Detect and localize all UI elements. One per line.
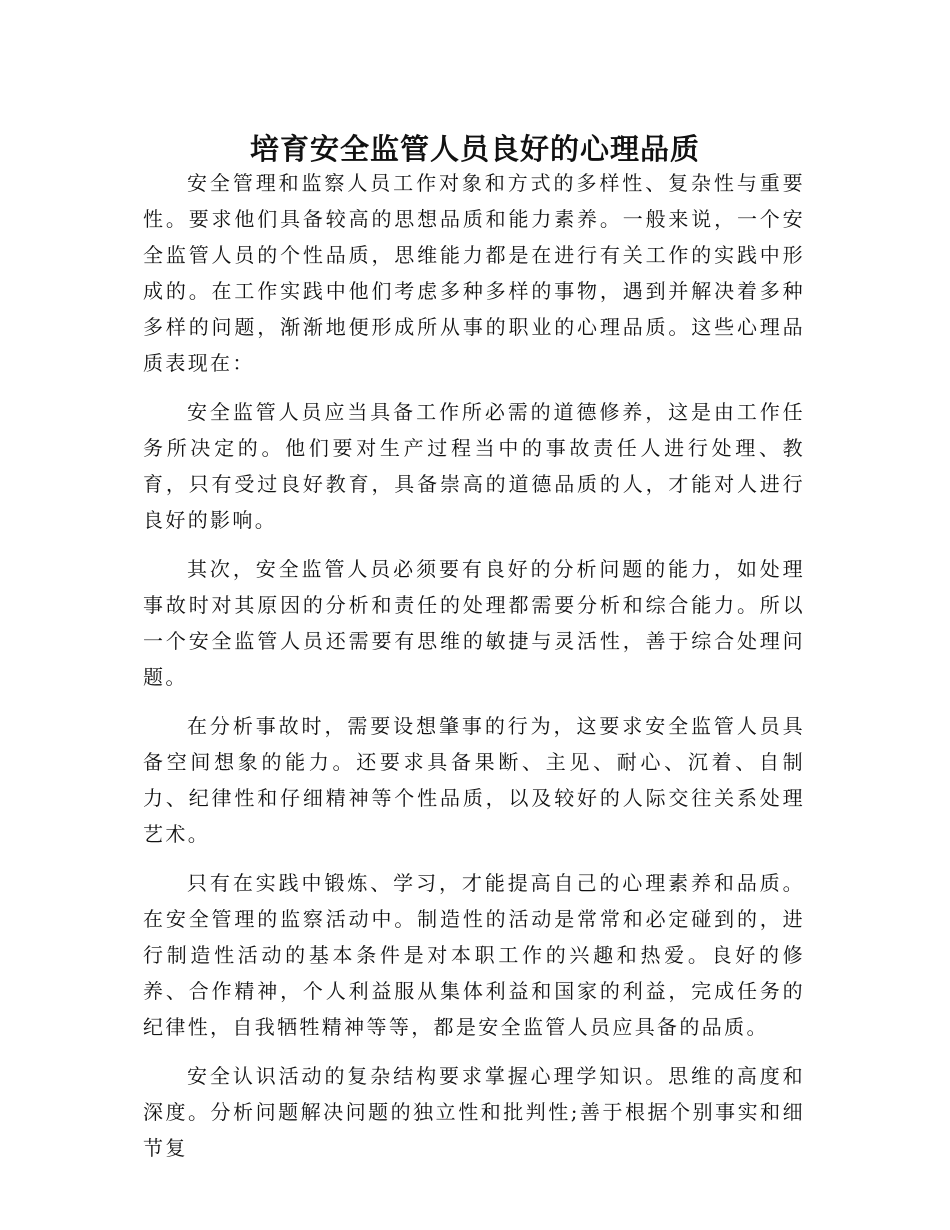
paragraph-intro: 安全管理和监察人员工作对象和方式的多样性、复杂性与重要性。要求他们具备较高的思想品质和能力素养。一般来说，一个安全监管人员的个性品质，思维能力都是在进行有关工作的实践中形成的。在工作实践中他们考虑多种多样的事物，遇到并解决着多种多样的问题，渐渐地便形成所从事的职业的心理品质。这些心理品质表现在： — [143, 171, 805, 375]
paragraph-moral-cultivation: 安全监管人员应当具备工作所必需的道德修养，这是由工作任务所决定的。他们要对生产过程当中的事故责任人进行处理、教育，只有受过良好教育，具备崇高的道德品质的人，才能对人进行良好的影响。 — [143, 400, 805, 532]
paragraph-psychology-knowledge: 安全认识活动的复杂结构要求掌握心理学知识。思维的高度和深度。分析问题解决问题的独立性和批判性;善于根据个别事实和细节复 — [143, 1064, 805, 1160]
document-body — [143, 165, 805, 1179]
paragraph-analysis-ability: 其次，安全监管人员必须要有良好的分析问题的能力，如处理事故时对其原因的分析和责任的处理都需要分析和综合能力。所以一个安全监管人员还需要有思维的敏捷与灵活性，善于综合处理问题。 — [143, 557, 805, 689]
paragraph-practice-quality: 只有在实践中锻炼、学习，才能提高自己的心理素养和品质。在安全管理的监察活动中。制造性的活动是常常和必定碰到的，进行制造性活动的基本条件是对本职工作的兴趣和热爱。良好的修养、合作精神，个人利益服从集体利益和国家的利益，完成任务的纪律性，自我牺牲精神等等，都是安全监管人员应具备的品质。 — [143, 871, 805, 1039]
document-title: 培育安全监管人员良好的心理品质 — [249, 132, 700, 167]
paragraph-spatial-imagination: 在分析事故时，需要设想肇事的行为，这要求安全监管人员具备空间想象的能力。还要求具备果断、主见、耐心、沉着、自制力、纪律性和仔细精神等个性品质，以及较好的人际交往关系处理艺术。 — [143, 714, 805, 846]
